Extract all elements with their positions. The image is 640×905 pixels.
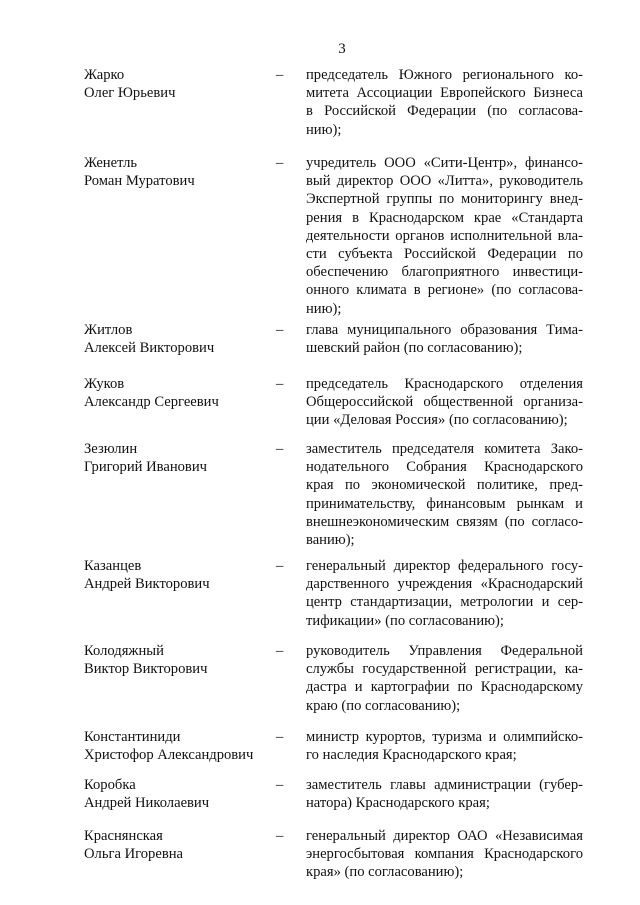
role-line: дастра и картографии по Краснодарскому [306, 679, 583, 696]
dash-separator: – [276, 828, 284, 844]
member-name [84, 154, 274, 190]
role-line: председатель Краснодарского отделения [306, 376, 583, 392]
role-line: онного климата в регионе» (по согласова- [306, 282, 583, 299]
dash-separator: – [276, 558, 284, 574]
role-line: генеральный директор ОАО «Независимая [306, 828, 583, 844]
role-line: учредитель ООО «Сити-Центр», финансо- [306, 155, 583, 171]
member-surname: Коробка [84, 777, 136, 793]
dash-separator: – [276, 729, 284, 745]
role-line: министр курортов, туризма и олимпийско- [306, 729, 583, 745]
member-name [84, 728, 274, 764]
role-line: вый директор ООО «Литта», руководитель [306, 173, 583, 190]
dash-separator: – [276, 376, 284, 392]
dash-separator: – [276, 155, 284, 171]
member-given-name: Ольга Игоревна [84, 846, 183, 862]
role-line: сти субъекта Российской Федерации по [306, 246, 583, 263]
member-role [306, 827, 583, 882]
role-line: руководитель Управления Федеральной [306, 643, 583, 659]
member-given-name: Андрей Викторович [84, 576, 210, 592]
member-surname: Зезюлин [84, 441, 138, 457]
role-line: заместитель главы администрации (губер- [306, 777, 583, 793]
member-name [84, 776, 274, 812]
role-line: Экспертной группы по мониторингу внед- [306, 191, 583, 208]
member-given-name: Христофор Александрович [84, 747, 254, 763]
dash-separator: – [276, 643, 284, 659]
member-name [84, 827, 274, 863]
page-number: 3 [338, 41, 346, 57]
member-given-name: Александр Сергеевич [84, 394, 219, 410]
member-role [306, 728, 583, 764]
member-surname: Константиниди [84, 729, 181, 745]
role-line: краю (по согласованию); [306, 697, 461, 714]
dash-separator: – [276, 441, 284, 457]
role-line: тификации» (по согласованию); [306, 612, 504, 629]
role-line: службы государственной регистрации, ка- [306, 661, 583, 678]
role-line: энергосбытовая компания Краснодарского [306, 846, 583, 863]
member-surname: Краснянская [84, 828, 163, 844]
role-line: нодательного Собрания Краснодарского [306, 459, 583, 476]
role-line: нию); [306, 121, 342, 138]
role-line: натора) Краснодарского края; [306, 795, 490, 812]
role-line: центр стандартизации, метрологии и сер- [306, 594, 583, 611]
role-line: нию); [306, 300, 342, 317]
member-given-name: Олег Юрьевич [84, 85, 176, 101]
dash-separator: – [276, 777, 284, 793]
member-name [84, 66, 274, 102]
member-role [306, 154, 583, 318]
member-name [84, 642, 274, 678]
member-given-name: Роман Муратович [84, 173, 195, 189]
role-line: шевский район (по согласованию); [306, 340, 523, 357]
member-role [306, 642, 583, 715]
member-role [306, 321, 583, 357]
role-line: го наследия Краснодарского края; [306, 747, 517, 764]
member-surname: Казанцев [84, 558, 142, 574]
role-line: ции «Деловая Россия» (по согласованию); [306, 412, 568, 429]
member-surname: Житлов [84, 322, 133, 338]
role-line: председатель Южного регионального ко- [306, 67, 583, 83]
member-given-name: Виктор Викторович [84, 661, 208, 677]
role-line: заместитель председателя комитета Зако- [306, 441, 583, 457]
member-surname: Жуков [84, 376, 125, 392]
member-name [84, 440, 274, 476]
role-line: ванию); [306, 532, 355, 549]
member-name [84, 557, 274, 593]
role-line: принимательству, финансовым рынкам и [306, 495, 583, 512]
member-given-name: Григорий Иванович [84, 459, 207, 475]
member-surname: Колодяжный [84, 643, 164, 659]
member-role [306, 66, 583, 139]
role-line: деятельности органов исполнительной вла- [306, 227, 583, 244]
member-role [306, 440, 583, 549]
member-name [84, 375, 274, 411]
role-line: глава муниципального образования Тима- [306, 322, 583, 338]
member-role [306, 557, 583, 630]
member-name [84, 321, 274, 357]
role-line: генеральный директор федерального госу- [306, 558, 583, 574]
dash-separator: – [276, 322, 284, 338]
role-line: края по экономической политике, пред- [306, 477, 583, 494]
member-role [306, 375, 583, 430]
role-line: внешнеэкономическим связям (по согласо- [306, 513, 583, 530]
dash-separator: – [276, 67, 284, 83]
role-line: рения в Краснодарском крае «Стандарта [306, 209, 583, 226]
member-role [306, 776, 583, 812]
member-given-name: Андрей Николаевич [84, 795, 210, 811]
role-line: обеспечению благоприятного инвестици- [306, 264, 583, 281]
member-surname: Жарко [84, 67, 125, 83]
role-line: дарственного учреждения «Краснодарский [306, 576, 583, 593]
role-line: в Российской Федерации (по согласова- [306, 103, 583, 120]
role-line: митета Ассоциации Европейского Бизнеса [306, 85, 583, 102]
role-line: края» (по согласованию); [306, 864, 464, 881]
role-line: Общероссийской общественной организа- [306, 394, 583, 411]
member-surname: Женетль [84, 155, 138, 171]
member-given-name: Алексей Викторович [84, 340, 215, 356]
